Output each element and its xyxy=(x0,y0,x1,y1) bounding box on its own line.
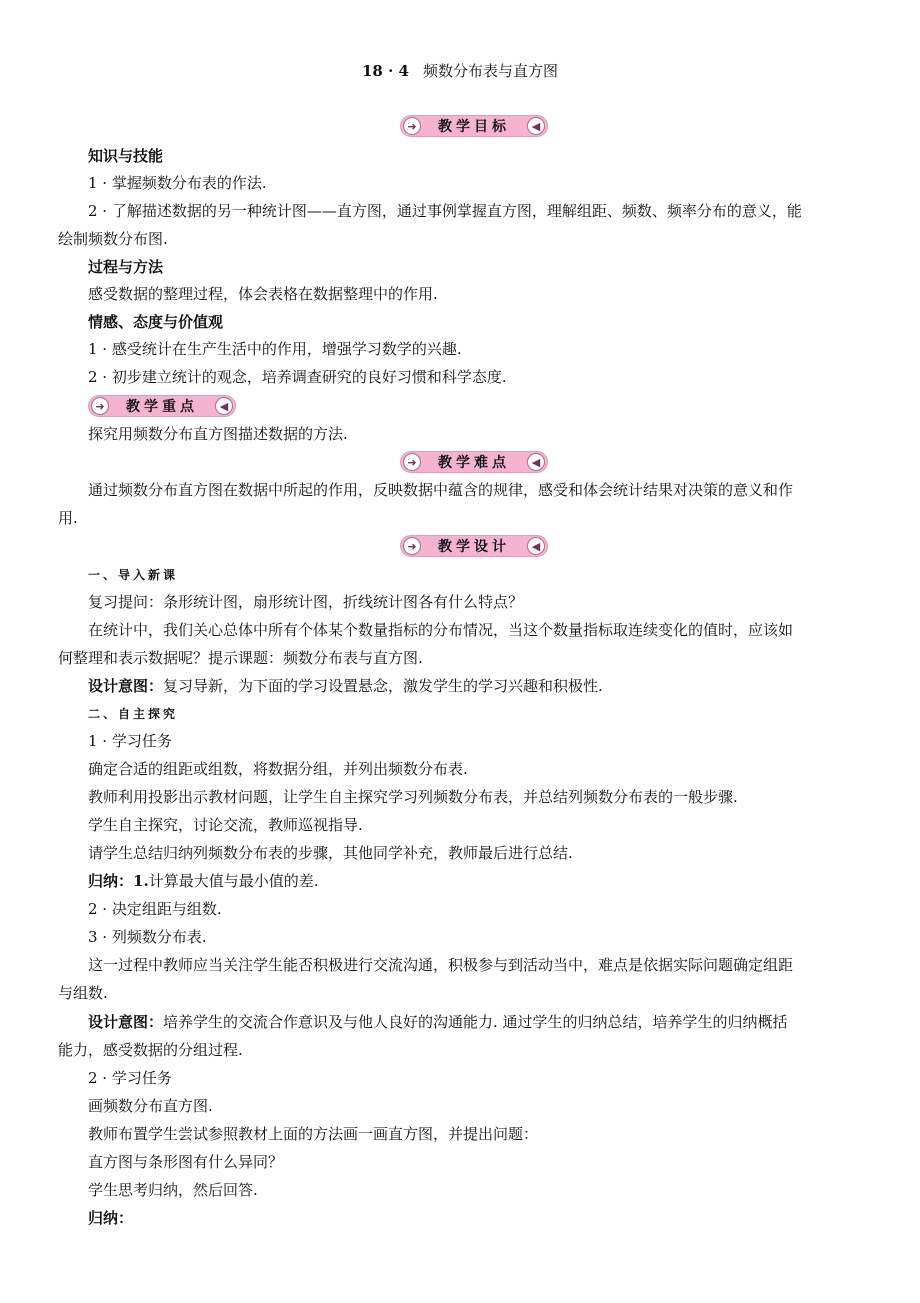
task1-line4: 请学生总结归纳列频数分布表的步骤，其他同学补充，教师最后进行总结. xyxy=(88,844,573,862)
task1-title: 1 · 学习任务 xyxy=(88,732,172,750)
task1-line2: 教师利用投影出示教材问题，让学生自主探究学习列频数分布表，并总结列频数分布表的一般步骤. xyxy=(88,788,738,806)
goal-e2: 2 · 初步建立统计的观念，培养调查研究的良好习惯和科学态度. xyxy=(88,368,507,386)
arrow-right-icon: ➜ xyxy=(91,397,109,415)
task1-line3: 学生自主探究，讨论交流，教师巡视指导. xyxy=(88,816,363,834)
goal-k2-line2: 绘制频数分布图. xyxy=(58,230,168,248)
task2-line1: 画频数分布直方图. xyxy=(88,1097,213,1115)
s1-review-question: 复习提问：条形统计图，扇形统计图，折线统计图各有什么特点？ xyxy=(88,593,524,611)
banner-teaching-goals: ➜ 教学目标 ◀ xyxy=(400,114,548,138)
difficulty-line1: 通过频数分布直方图在数据中所起的作用，反映数据中蕴含的规律，感受和体会统计结果对决策的意义和作 xyxy=(88,481,794,499)
s1-intro-line2: 何整理和表示数据呢？提示课题：频数分布表与直方图. xyxy=(58,649,423,667)
heading-section-2: 二、自主探究 xyxy=(88,707,179,721)
key-point-text: 探究用频数分布直方图描述数据的方法. xyxy=(88,425,348,443)
s1-intro-line1: 在统计中，我们关心总体中所有个体某个数量指标的分布情况，当这个数量指标取连续变化的值时，应该如 xyxy=(88,621,794,639)
goal-k1: 1 · 掌握频数分布表的作法. xyxy=(88,174,267,192)
arrow-left-icon: ◀ xyxy=(527,117,545,135)
heading-section-1: 一、导入新课 xyxy=(88,568,179,582)
banner-difficulty: ➜ 教学难点 ◀ xyxy=(400,450,548,474)
task2-summary-label: 归纳： xyxy=(88,1209,134,1227)
arrow-left-icon: ◀ xyxy=(527,537,545,555)
arrow-right-icon: ➜ xyxy=(403,117,421,135)
task2-title: 2 · 学习任务 xyxy=(88,1069,172,1087)
task2-line4: 学生思考归纳，然后回答. xyxy=(88,1181,258,1199)
task1-line1: 确定合适的组距或组数，将数据分组，并列出频数分布表. xyxy=(88,760,468,778)
task2-line2: 教师布置学生尝试参照教材上面的方法画一画直方图，并提出问题： xyxy=(88,1125,539,1143)
arrow-right-icon: ➜ xyxy=(403,537,421,555)
section-title: 频数分布表与直方图 xyxy=(422,62,558,80)
difficulty-line2: 用. xyxy=(58,509,78,527)
arrow-right-icon: ➜ xyxy=(403,453,421,471)
arrow-left-icon: ◀ xyxy=(527,453,545,471)
heading-knowledge: 知识与技能 xyxy=(88,147,164,165)
heading-process: 过程与方法 xyxy=(88,258,164,276)
page-title xyxy=(0,60,920,81)
goal-k2-line1: 2 · 了解描述数据的另一种统计图——直方图，通过事例掌握直方图，理解组距、频数、频率分布的意义，能 xyxy=(88,202,802,220)
banner-design: ➜ 教学设计 ◀ xyxy=(400,534,548,558)
heading-emotion: 情感、态度与价值观 xyxy=(88,313,224,331)
summary-1: 归纳：1.计算最大值与最小值的差. xyxy=(88,872,319,890)
s1-intent: 设计意图：复习导新，为下面的学习设置悬念，激发学生的学习兴趣和积极性. xyxy=(88,677,603,695)
task1-note-line2: 与组数. xyxy=(58,984,108,1002)
goal-p1: 感受数据的整理过程，体会表格在数据整理中的作用. xyxy=(88,285,438,303)
task1-intent-line2: 能力，感受数据的分组过程. xyxy=(58,1041,243,1059)
arrow-left-icon: ◀ xyxy=(215,397,233,415)
summary-3: 3 · 列频数分布表. xyxy=(88,928,207,946)
banner-key-point: ➜ 教学重点 ◀ xyxy=(88,394,236,418)
goal-e1: 1 · 感受统计在生产生活中的作用，增强学习数学的兴趣. xyxy=(88,340,462,358)
task2-line3: 直方图与条形图有什么异同？ xyxy=(88,1153,284,1171)
section-number: 18 · 4 xyxy=(362,62,409,80)
task1-note-line1: 这一过程中教师应当关注学生能否积极进行交流沟通，积极参与到活动当中，难点是依据实际问题确定组距 xyxy=(88,956,794,974)
task1-intent-line1: 设计意图：培养学生的交流合作意识及与他人良好的沟通能力. 通过学生的归纳总结，培养学生的归纳概括 xyxy=(88,1013,788,1031)
summary-2: 2 · 决定组距与组数. xyxy=(88,900,222,918)
